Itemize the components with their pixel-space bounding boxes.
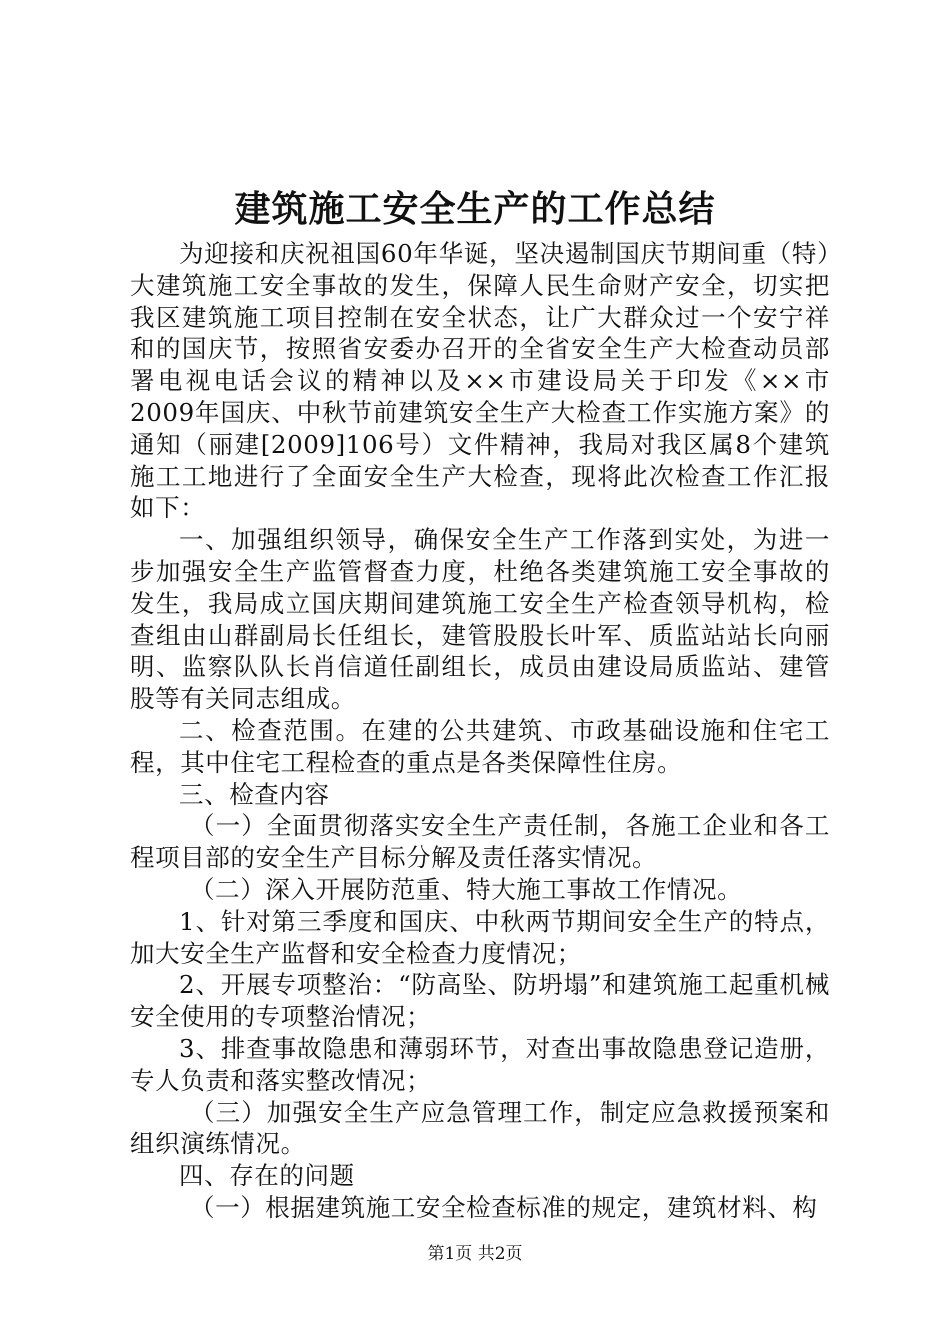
paragraph-section-1: 一、加强组织领导，确保安全生产工作落到实处，为进一步加强安全生产监管督查力度，杜绝各类建筑施工安全事故的发生，我局成立国庆期间建筑施工安全生产检查领导机构，检查组由山群副局长任组长，建管股股长叶军、质监站站长向丽明、监察队队长肖信道任副组长，成员由建设局质监站、建管股等有关同志组成。 xyxy=(130,525,830,714)
paragraph-item-3: （三）加强安全生产应急管理工作，制定应急救援预案和组织演练情况。 xyxy=(130,1097,830,1159)
paragraph-section-2: 二、检查范围。在建的公共建筑、市政基础设施和住宅工程，其中住宅工程检查的重点是各类保障性住房。 xyxy=(130,715,830,777)
document-title: 建筑施工安全生产的工作总结 xyxy=(234,188,716,230)
paragraph-problem-1: （一）根据建筑施工安全检查标准的规定，建筑材料、构 xyxy=(190,1192,818,1222)
page-footer: 第1页 共2页 xyxy=(427,1244,523,1264)
paragraph-item-2: （二）深入开展防范重、特大施工事故工作情况。 xyxy=(190,874,743,904)
paragraph-item-1: （一）全面贯彻落实安全生产责任制，各施工企业和各工程项目部的安全生产目标分解及责任落实情况。 xyxy=(130,811,830,873)
paragraph-subitem-2: 2、开展专项整治：“防高坠、防坍塌”和建筑施工起重机械安全使用的专项整治情况； xyxy=(130,970,830,1032)
heading-section-3: 三、检查内容 xyxy=(179,779,330,809)
heading-section-4: 四、存在的问题 xyxy=(179,1161,355,1191)
document-body xyxy=(130,238,830,1224)
paragraph-intro: 为迎接和庆祝祖国60年华诞，坚决遏制国庆节期间重（特）大建筑施工安全事故的发生，保障人民生命财产安全，切实把我区建筑施工项目控制在安全状态，让广大群众过一个安宁祥和的国庆节，按照省安委办召开的全省安全生产大检查动员部署电视电话会议的精神以及××市建设局关于印发《××市2009年国庆、中秋节前建筑安全生产大检查工作实施方案》的通知（丽建[2009]106号）文件精神，我局对我区属8个建筑施工工地进行了全面安全生产大检查，现将此次检查工作汇报如下： xyxy=(130,239,830,523)
paragraph-subitem-3: 3、排查事故隐患和薄弱环节，对查出事故隐患登记造册，专人负责和落实整改情况； xyxy=(130,1033,830,1095)
paragraph-subitem-1: 1、针对第三季度和国庆、中秋两节期间安全生产的特点，加大安全生产监督和安全检查力度情况； xyxy=(130,906,830,968)
